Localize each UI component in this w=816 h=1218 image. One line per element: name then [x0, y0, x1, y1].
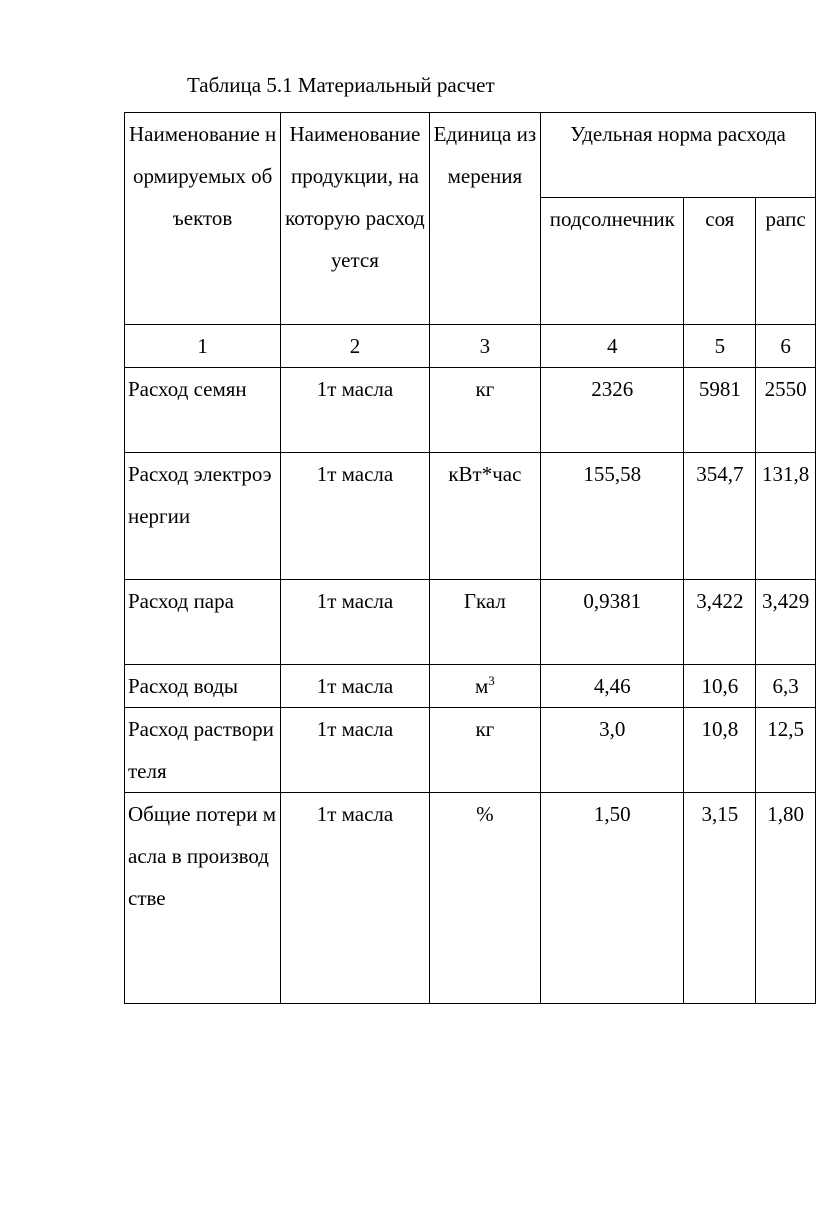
row-unit: [429, 708, 541, 793]
row-unit: [429, 368, 541, 453]
row-product: 1т масла: [281, 368, 429, 453]
row-soy-value: 5981: [684, 368, 756, 453]
row-unit: [429, 793, 541, 1004]
header-product-name: Наименование продукции, на которую расходуется: [281, 113, 429, 325]
row-rapeseed-value: 1,80: [756, 793, 816, 1004]
row-sunflower-value: 155,58: [541, 453, 684, 580]
unit-text: кВт*час: [448, 462, 522, 486]
row-sunflower-value: 0,9381: [541, 580, 684, 665]
row-name: Расход воды: [125, 665, 281, 708]
table-caption: Таблица 5.1 Материальный расчет: [187, 73, 495, 97]
unit-superscript: 3: [488, 673, 495, 688]
row-soy-value: 10,6: [684, 665, 756, 708]
row-sunflower-value: 3,0: [541, 708, 684, 793]
header-sunflower: подсолнечник: [541, 198, 684, 325]
column-number: 6: [756, 325, 816, 368]
row-product: 1т масла: [281, 665, 429, 708]
header-specific-norm: Удельная норма расхода: [541, 113, 816, 198]
material-calculation-table: [124, 112, 816, 1004]
column-number: 4: [541, 325, 684, 368]
header-row-1: [125, 113, 816, 198]
row-unit: [429, 580, 541, 665]
table-row: [125, 453, 816, 580]
row-soy-value: 10,8: [684, 708, 756, 793]
header-item-name: Наименование нормируемых объектов: [125, 113, 281, 325]
table-row: [125, 793, 816, 1004]
unit-text: кг: [475, 717, 495, 741]
unit-text: кг: [475, 377, 495, 401]
table-row: [125, 665, 816, 708]
unit-text: Гкал: [463, 589, 506, 613]
column-numbers-row: [125, 325, 816, 368]
row-rapeseed-value: 6,3: [756, 665, 816, 708]
row-product: 1т масла: [281, 708, 429, 793]
row-name: Расход растворителя: [125, 708, 281, 793]
column-number: 5: [684, 325, 756, 368]
row-soy-value: 3,422: [684, 580, 756, 665]
row-sunflower-value: 2326: [541, 368, 684, 453]
row-product: 1т масла: [281, 793, 429, 1004]
unit-text: м: [474, 674, 489, 698]
unit-text: %: [476, 802, 494, 826]
row-soy-value: 3,15: [684, 793, 756, 1004]
table-row: [125, 368, 816, 453]
row-sunflower-value: 4,46: [541, 665, 684, 708]
row-soy-value: 354,7: [684, 453, 756, 580]
table-row: [125, 708, 816, 793]
table-row: [125, 580, 816, 665]
column-number: 2: [281, 325, 429, 368]
column-number: 1: [125, 325, 281, 368]
row-name: Общие потери масла в производстве: [125, 793, 281, 1004]
row-name: Расход электроэнергии: [125, 453, 281, 580]
row-product: 1т масла: [281, 580, 429, 665]
row-unit: [429, 453, 541, 580]
row-name: Расход пара: [125, 580, 281, 665]
row-unit: [429, 665, 541, 708]
row-rapeseed-value: 12,5: [756, 708, 816, 793]
row-rapeseed-value: 3,429: [756, 580, 816, 665]
row-sunflower-value: 1,50: [541, 793, 684, 1004]
row-rapeseed-value: 131,8: [756, 453, 816, 580]
header-soy: соя: [684, 198, 756, 325]
column-number: 3: [429, 325, 541, 368]
header-rapeseed: рапс: [756, 198, 816, 325]
row-name: Расход семян: [125, 368, 281, 453]
row-rapeseed-value: 2550: [756, 368, 816, 453]
row-product: 1т масла: [281, 453, 429, 580]
header-unit: Единица измерения: [429, 113, 541, 325]
